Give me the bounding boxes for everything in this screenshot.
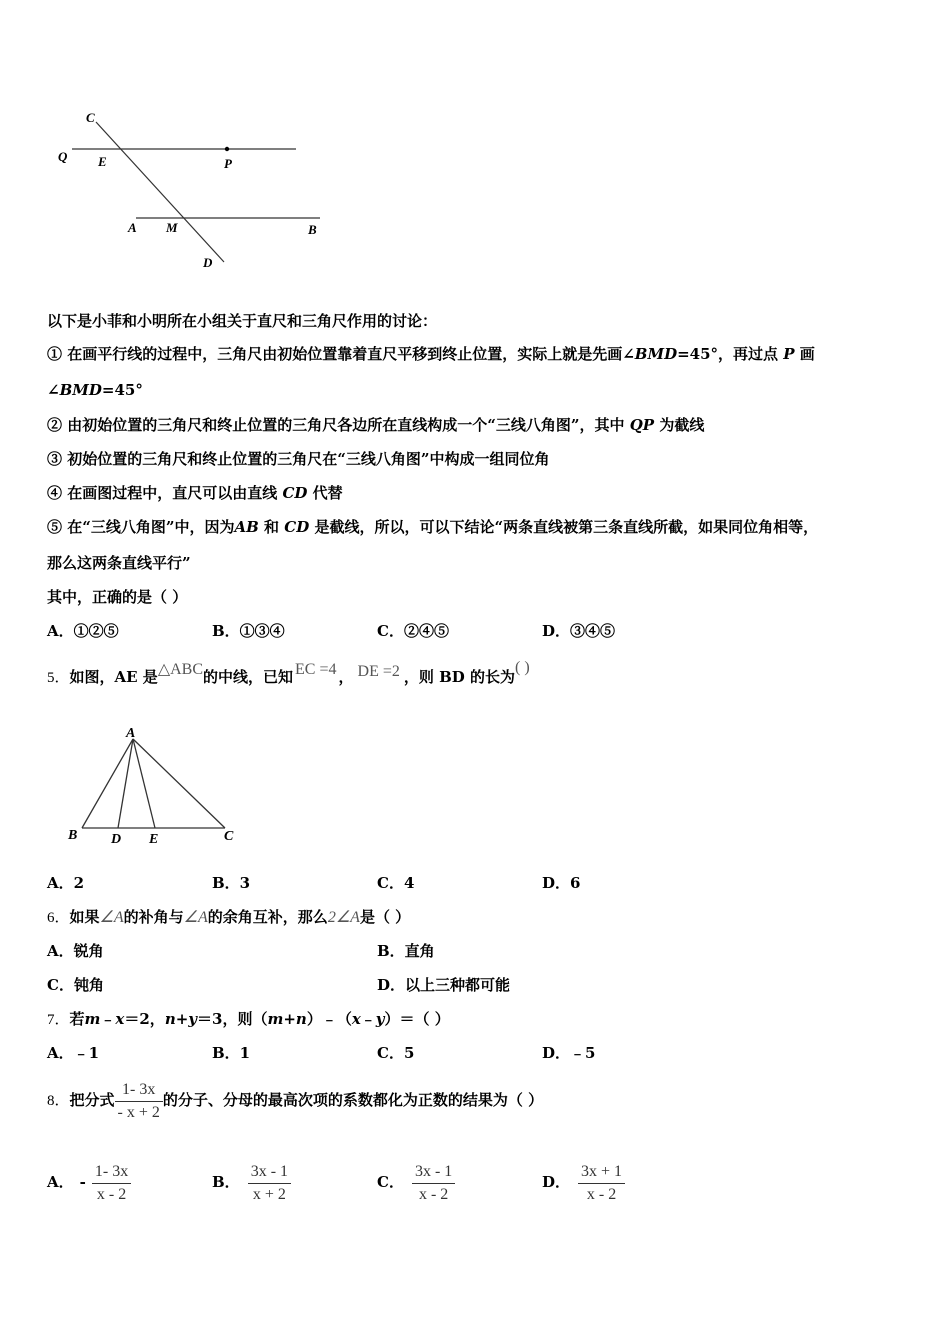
label-m: M <box>166 220 178 235</box>
q6-option-a[interactable]: A．锐角 <box>47 942 104 960</box>
q4-option-d[interactable]: D．③④⑤ <box>542 622 616 640</box>
label-q: Q <box>58 149 68 164</box>
label-c: C <box>224 829 234 844</box>
q4-intro: 以下是小菲和小明所在小组关于直尺和三角尺作用的讨论： <box>47 312 438 330</box>
point-p <box>225 147 229 151</box>
q5-option-c[interactable]: C．4 <box>377 874 415 892</box>
label-c: C <box>86 110 95 125</box>
q6-option-b[interactable]: B．直角 <box>377 942 435 960</box>
q6-option-c[interactable]: C．钝角 <box>47 976 104 994</box>
q7-number: 7． <box>47 1012 70 1028</box>
label-a: A <box>126 726 136 741</box>
q7-option-c[interactable]: C．5 <box>377 1044 415 1062</box>
q8-number: 8． <box>47 1093 70 1109</box>
label-e: E <box>149 832 159 847</box>
q7-option-a[interactable]: A．﹣1 <box>47 1044 100 1062</box>
q5-option-b[interactable]: B．3 <box>212 874 251 892</box>
q4-statement-2: ② 由初始位置的三角尺和终止位置的三角尺各边所在直线构成一个“三线八角图”，其中 QP 为截线 <box>47 416 705 434</box>
q4-statement-1: ① 在画平行线的过程中，三角尺由初始位置靠着直尺平移到终止位置，实际上就是先画∠BMD=45°，再过点 P 画 <box>47 345 815 363</box>
q5-number: 5． <box>47 670 70 686</box>
q6-number: 6． <box>47 910 70 926</box>
label-d: D <box>111 832 122 847</box>
q6-question: 6．如果∠A的补角与∠A的余角互补，那么2∠A是（ ） <box>47 908 411 926</box>
q8-option-a[interactable]: A． - $\frac{1- 3x}{x - 2}$ <box>47 1162 131 1204</box>
label-p: P <box>224 156 232 171</box>
q4-statement-3: ③ 初始位置的三角尺和终止位置的三角尺在“三线八角图”中构成一组同位角 <box>47 450 550 468</box>
q4-option-c[interactable]: C．②④⑤ <box>377 622 449 640</box>
q8-option-d[interactable]: D． $\frac{3x + 1}{x - 2}$ <box>542 1162 625 1204</box>
q4-option-b[interactable]: B．①③④ <box>212 622 285 640</box>
line-cd <box>96 122 224 262</box>
side-ac <box>133 739 225 828</box>
q4-question: 其中，正确的是（ ） <box>47 588 188 606</box>
q8-option-b[interactable]: B． $\frac{3x - 1}{x + 2}$ <box>212 1162 291 1204</box>
label-b: B <box>68 828 78 843</box>
q8-fraction: $\frac{1- 3x}{- x + 2}$ <box>115 1081 163 1122</box>
q5-option-d[interactable]: D．6 <box>542 874 581 892</box>
q7-option-b[interactable]: B．1 <box>212 1044 251 1062</box>
figure-triangle <box>62 722 247 850</box>
q7-question: 7．若m﹣x＝2，n+y＝3，则（m+n）﹣（x﹣y）＝（ ） <box>47 1010 450 1028</box>
q4-statement-4: ④ 在画图过程中，直尺可以由直线 CD 代替 <box>47 484 343 502</box>
label-a: A <box>128 220 137 235</box>
q8-option-c[interactable]: C． $\frac{3x - 1}{x - 2}$ <box>377 1162 455 1204</box>
q4-option-a[interactable]: A．①②⑤ <box>47 622 119 640</box>
q5-question: 5．如图，AE 是△ABC的中线，已知 EC =4 ， DE =2 ，则 BD 的长为( ) <box>47 659 530 686</box>
q4-statement-5-cont: 那么这两条直线平行” <box>47 554 191 572</box>
q4-statement-1-cont: ∠BMD=45° <box>47 381 143 399</box>
label-e: E <box>98 154 107 169</box>
q7-option-d[interactable]: D．﹣5 <box>542 1044 596 1062</box>
q8-question: 8．把分式 $\frac{1- 3x}{- x + 2}$ 的分子、分母的最高次项的系数都化为正数的结果为（ ） <box>47 1080 544 1121</box>
figure-parallel-lines <box>50 105 340 280</box>
segment-ae <box>133 739 155 828</box>
q5-option-a[interactable]: A．2 <box>47 874 85 892</box>
label-d: D <box>203 255 213 270</box>
q6-option-d[interactable]: D．以上三种都可能 <box>377 976 511 994</box>
label-b: B <box>308 222 317 237</box>
q4-statement-5: ⑤ 在“三线八角图”中，因为AB 和 CD 是截线，所以，可以下结论“两条直线被第三条直线所截，如果同位角相等， <box>47 518 819 536</box>
